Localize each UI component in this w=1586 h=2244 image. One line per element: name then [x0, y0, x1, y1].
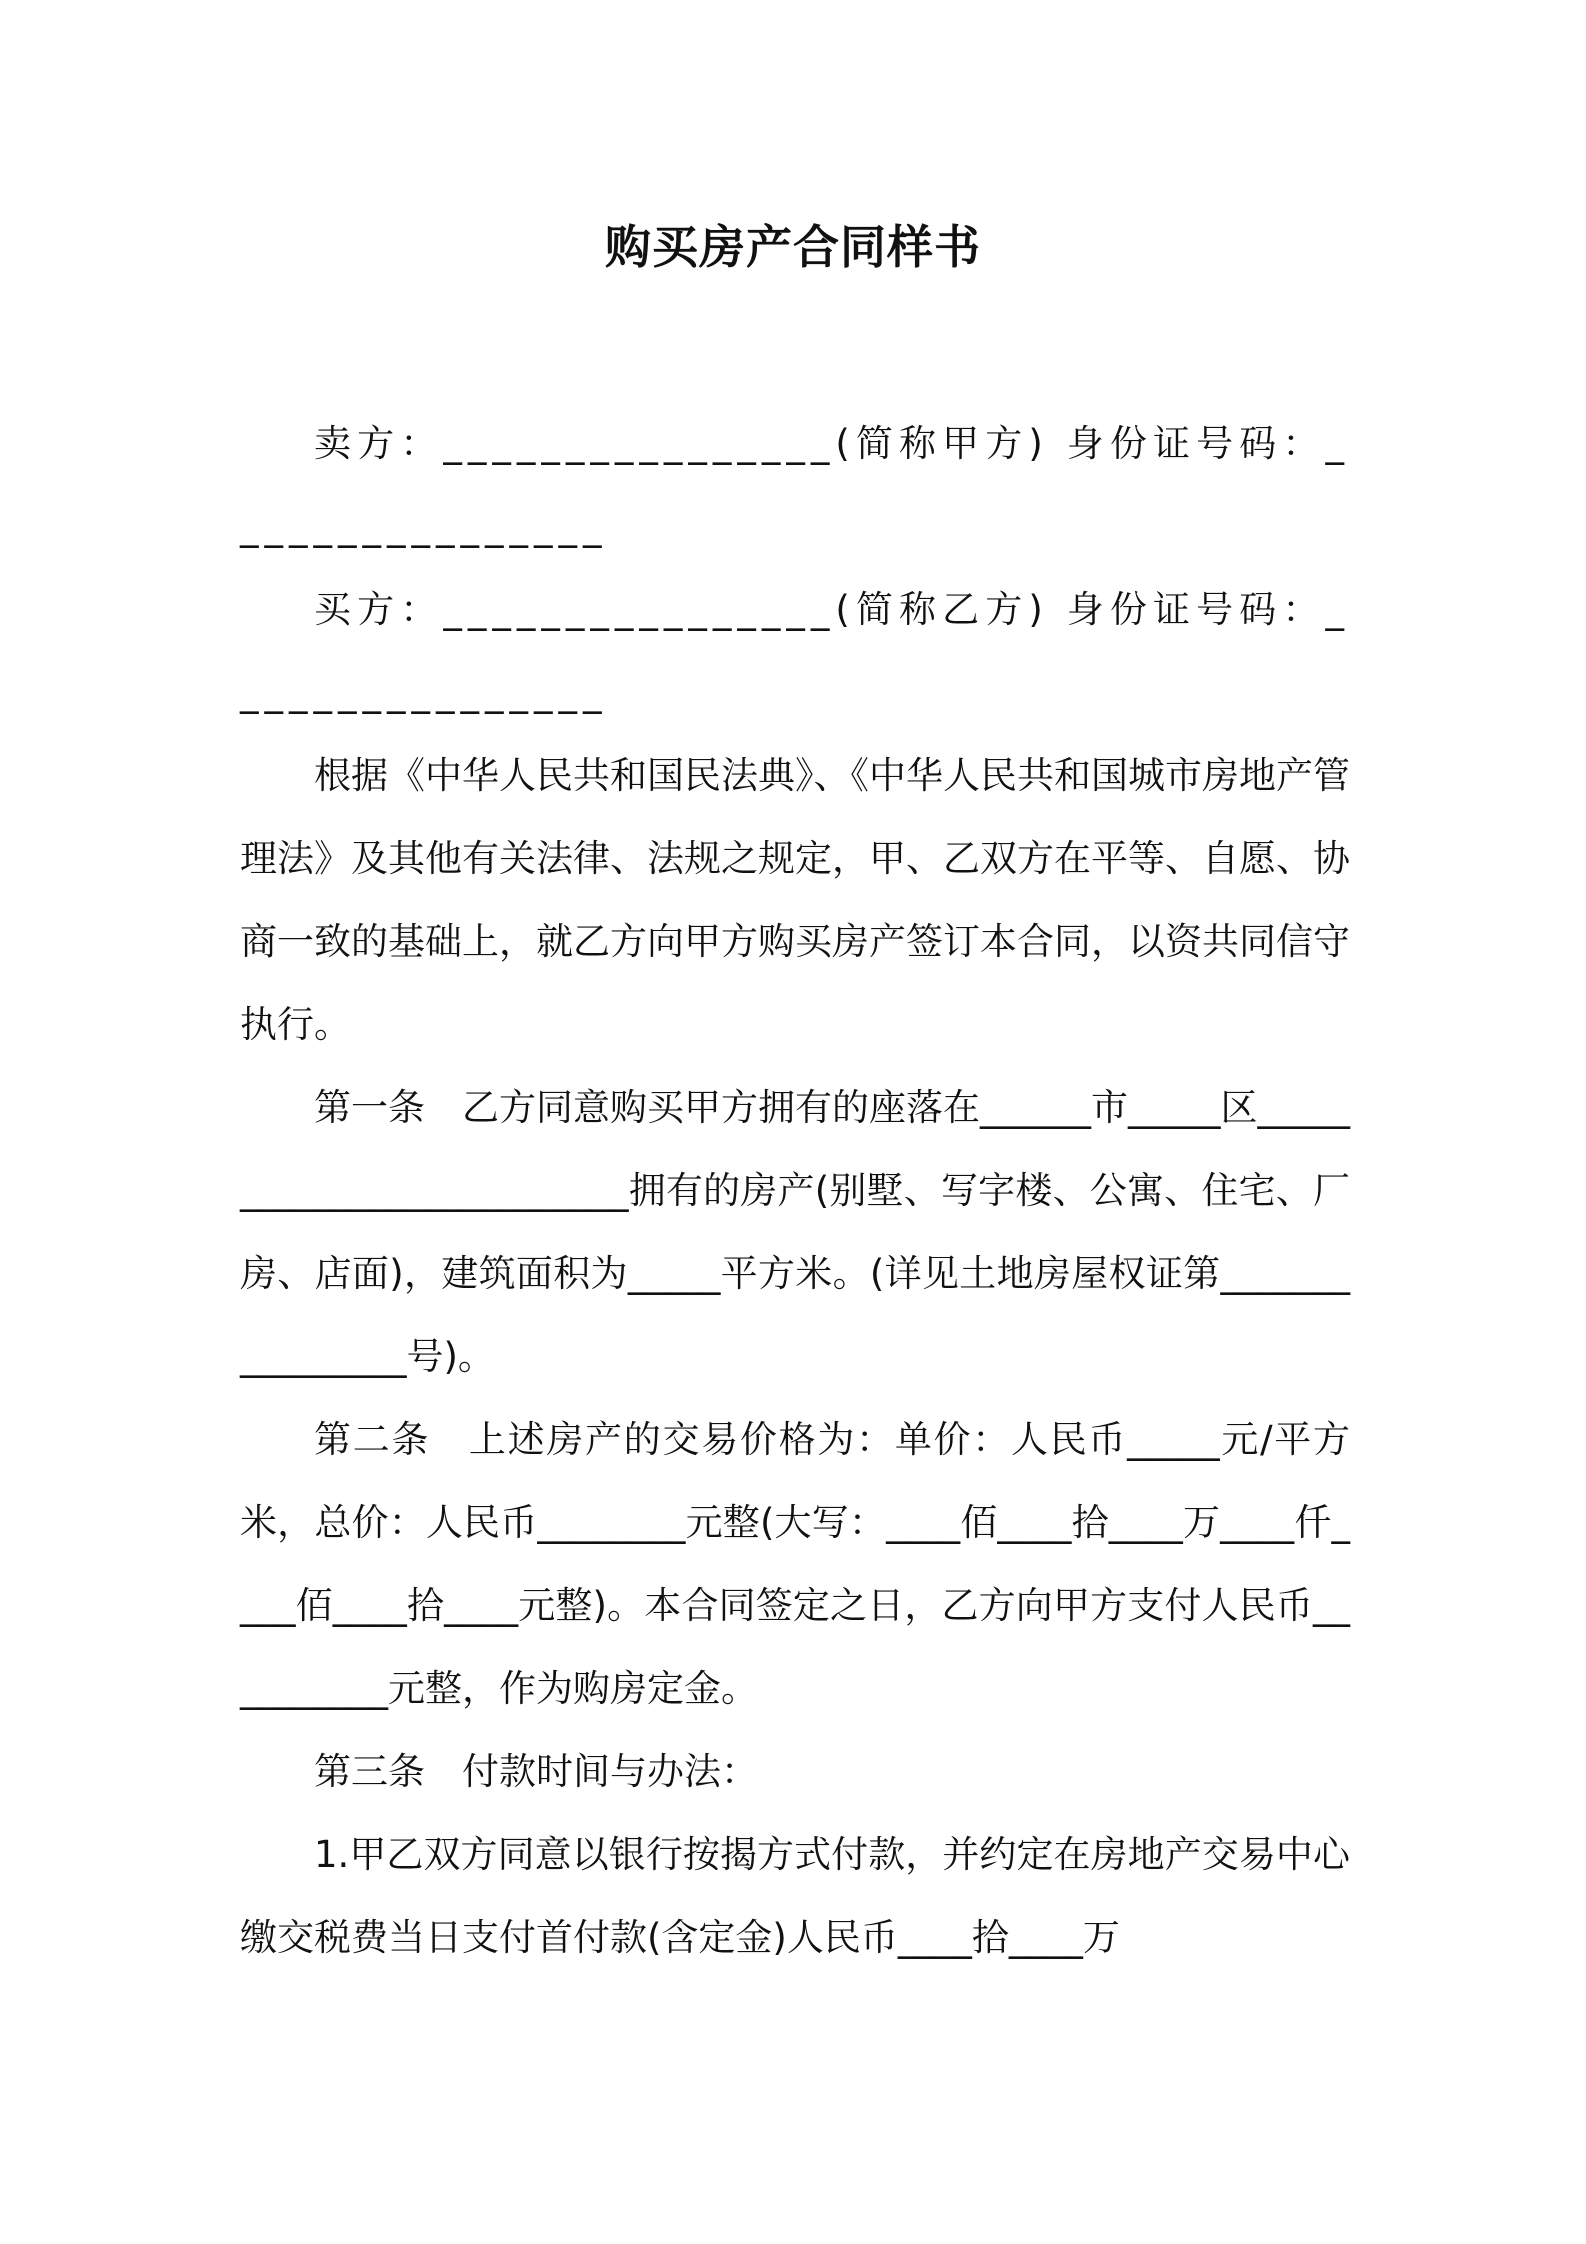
article-two: 第二条 上述房产的交易价格为：单价：人民币_____元/平方米，总价：人民币________元整(大写：____佰____拾____万____仟____佰____拾____元整)。本合同签定之日，乙方向甲方支付人民币__________元整，作为购房定金。: [240, 1418, 1350, 1710]
preamble-paragraph: 根据《中华人民共和国民法典》、《中华人民共和国城市房地产管理法》及其他有关法律、法规之规定，甲、乙双方在平等、自愿、协商一致的基础上，就乙方向甲方购买房产签订本合同，以资共同信守执行。: [240, 754, 1350, 1046]
article-three-item-one: 1.甲乙双方同意以银行按揭方式付款，并约定在房地产交易中心缴交税费当日支付首付款(含定金)人民币____拾____万: [240, 1833, 1350, 1959]
document-title: 购买房产合同样书: [605, 220, 981, 274]
document-body: [240, 402, 1350, 1979]
article-three-heading: 第三条 付款时间与办法：: [314, 1750, 758, 1793]
article-one: 第一条 乙方同意购买甲方拥有的座落在______市_____区__________________________拥有的房产(别墅、写字楼、公寓、住宅、厂房、店面)，建筑面积为_____平方米。(详见土地房屋权证第________________号)。: [240, 1086, 1350, 1378]
seller-line: 卖方：________________(简称甲方) 身份证号码：________________: [240, 422, 1350, 548]
buyer-line: 买方：________________(简称乙方) 身份证号码：________________: [240, 588, 1350, 714]
